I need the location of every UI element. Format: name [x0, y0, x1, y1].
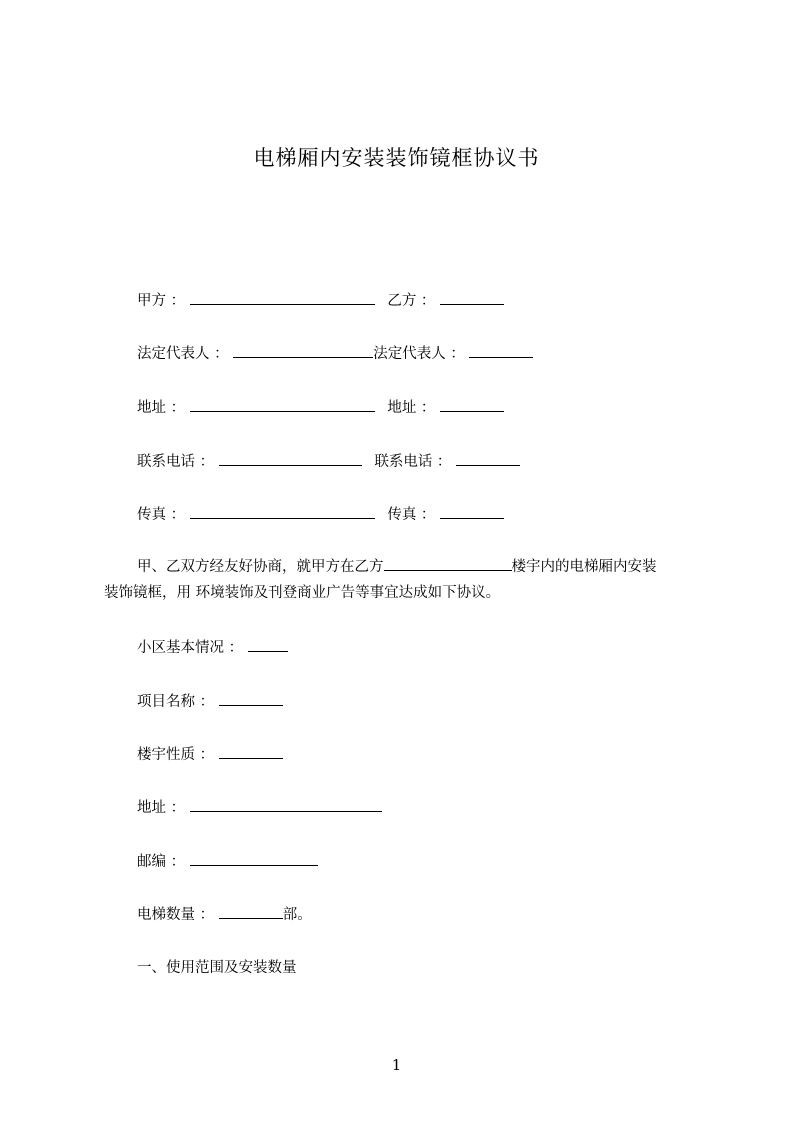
party-a-label: 甲方 ：	[137, 293, 186, 309]
section-heading: 一、使用范围及安装数量	[137, 960, 297, 976]
building-label: 楼宇性质 ：	[137, 747, 215, 763]
community-label: 小区基本情况 ：	[137, 640, 244, 656]
party-a-phone-blank[interactable]	[219, 450, 362, 466]
project-blank[interactable]	[219, 690, 283, 706]
party-b-phone-blank[interactable]	[456, 450, 520, 466]
info-address-line	[137, 796, 382, 818]
party-a-phone-label: 联系电话 ：	[137, 454, 215, 470]
community-line	[137, 636, 288, 658]
party-a-fax-blank[interactable]	[190, 503, 375, 519]
party-b-rep-label: 法定代表人 ：	[373, 346, 465, 362]
party-b-rep-blank[interactable]	[469, 342, 533, 358]
page-number: 1	[391, 1056, 402, 1074]
party-b-phone-label: 联系电话 ：	[374, 454, 452, 470]
intro-part1: 甲、乙双方经友好协商，就甲方在乙方	[137, 559, 384, 575]
postcode-label: 邮编 ：	[137, 854, 186, 870]
intro-building-blank[interactable]	[384, 555, 512, 571]
building-line	[137, 743, 283, 765]
intro-part2: 楼宇内的电梯厢内安装	[511, 559, 657, 575]
party-a-rep-label: 法定代表人 ：	[137, 346, 229, 362]
postcode-line	[137, 850, 318, 872]
party-a-blank[interactable]	[190, 289, 375, 305]
intro-paragraph	[104, 554, 704, 606]
party-a-rep-blank[interactable]	[233, 342, 373, 358]
project-line	[137, 690, 283, 712]
postcode-blank[interactable]	[190, 850, 318, 866]
party-b-fax-blank[interactable]	[440, 503, 504, 519]
party-a-fax-label: 传真 ：	[137, 507, 186, 523]
party-b-address-label: 地址 ：	[387, 400, 436, 416]
representative-line	[137, 342, 533, 364]
project-label: 项目名称 ：	[137, 694, 215, 710]
elevator-line	[137, 903, 312, 925]
party-b-address-blank[interactable]	[440, 396, 504, 412]
address-line	[137, 396, 504, 418]
building-blank[interactable]	[219, 743, 283, 759]
fax-line	[137, 503, 504, 525]
phone-line	[137, 450, 520, 472]
party-b-blank[interactable]	[440, 289, 504, 305]
info-address-label: 地址 ：	[137, 800, 186, 816]
intro-line2: 装饰镜框，用 环境装饰及刊登商业广告等事宜达成如下协议。	[104, 585, 501, 601]
document-title: 电梯厢内安装装饰镜框协议书	[253, 146, 540, 170]
party-a-address-label: 地址 ：	[137, 400, 186, 416]
elevator-unit: 部。	[282, 907, 312, 923]
party-b-fax-label: 传真 ：	[387, 507, 436, 523]
info-address-blank[interactable]	[190, 796, 382, 812]
community-blank[interactable]	[248, 636, 288, 652]
party-b-label: 乙方 ：	[387, 293, 436, 309]
elevator-blank[interactable]	[219, 903, 283, 919]
elevator-label: 电梯数量 ：	[137, 907, 215, 923]
party-line	[137, 289, 504, 311]
party-a-address-blank[interactable]	[190, 396, 375, 412]
